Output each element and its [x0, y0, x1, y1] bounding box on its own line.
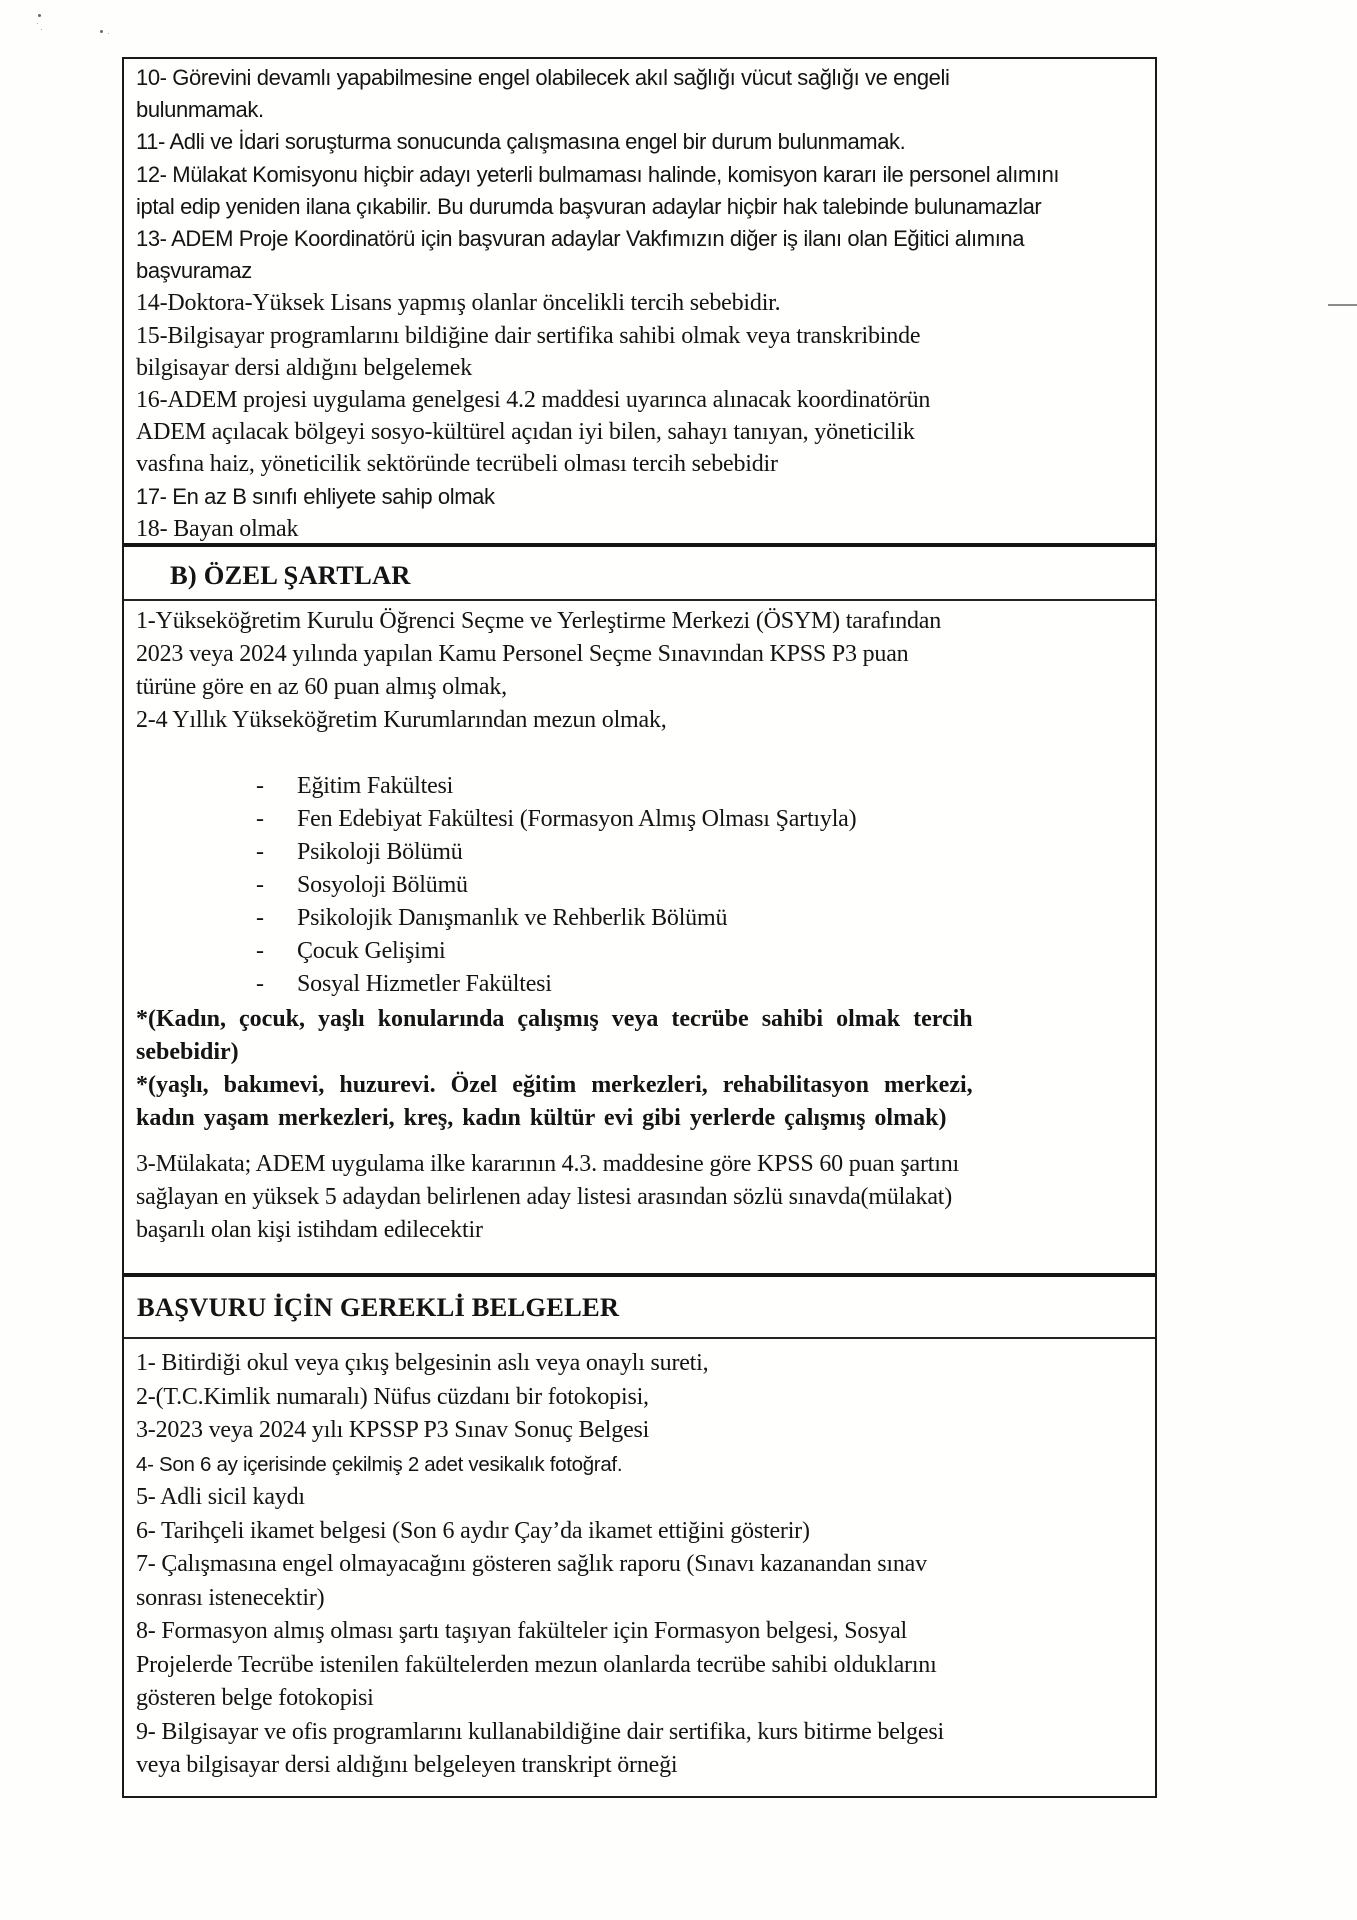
text-line: başarılı olan kişi istihdam edilecektir — [136, 1217, 483, 1243]
faculty-name: Çocuk Gelişimi — [297, 938, 446, 964]
faculty-item — [256, 935, 1143, 968]
special-intro-block — [136, 605, 1143, 737]
text-line: 16-ADEM projesi uygulama genelgesi 4.2 maddesi uyarınca alınacak koordinatörün — [136, 387, 931, 414]
text-line: 3-2023 veya 2024 yılı KPSSP P3 Sınav Sonuç Belgesi — [136, 1417, 650, 1443]
faculty-name: Eğitim Fakültesi — [297, 773, 454, 799]
text-line: Projelerde Tecrübe istenilen fakültelerden mezun olanlarda tecrübe sahibi olduklarını — [136, 1651, 937, 1678]
text-line: 8- Formasyon almış olması şartı taşıyan fakülteler için Formasyon belgesi, Sosyal — [136, 1618, 908, 1644]
text-line: 10- Görevini devamlı yapabilmesine engel olabilecek akıl sağlığı vücut sağlığı ve engeli — [136, 65, 950, 90]
text-line: türüne göre en az 60 puan almış olmak, — [136, 674, 507, 700]
text-line: 2-(T.C.Kimlik numaralı) Nüfus cüzdanı bir fotokopisi, — [136, 1383, 649, 1410]
document-table — [122, 57, 1157, 1798]
faculty-item — [256, 869, 1143, 902]
text-line: 6- Tarihçeli ikamet belgesi (Son 6 aydır Çay’da ikamet ettiğini gösterir) — [136, 1517, 810, 1544]
scan-speck — [100, 30, 103, 33]
text-line: sağlayan en yüksek 5 adaydan belirlenen aday listesi arasından sözlü sınavda(mülakat) — [136, 1184, 953, 1210]
bullet-dash: - — [256, 938, 264, 964]
text-line: *(Kadın, çocuk, yaşlı konularında çalışmış veya tecrübe sahibi olmak tercih — [136, 1006, 973, 1032]
bullet-dash: - — [256, 773, 264, 799]
faculty-name: Psikolojik Danışmanlık ve Rehberlik Bölümü — [297, 905, 728, 931]
special-conditions-title: B) ÖZEL ŞARTLAR — [170, 560, 411, 590]
text-line: 15-Bilgisayar programlarını bildiğine dair sertifika sahibi olmak veya transkribinde — [136, 322, 921, 349]
text-line: 12- Mülakat Komisyonu hiçbir adayı yeterli bulmaması halinde, komisyon kararı ile personel alımını — [136, 161, 1060, 187]
bullet-dash: - — [256, 872, 264, 898]
faculty-name: Sosyoloji Bölümü — [297, 872, 468, 898]
bullet-dash: - — [256, 971, 264, 997]
bullet-dash: - — [256, 839, 264, 865]
text-line: başvuramaz — [136, 258, 252, 284]
text-line: 18- Bayan olmak — [136, 515, 299, 542]
required-documents-header-row — [124, 1273, 1155, 1339]
text-line: 9- Bilgisayar ve ofis programlarını kullanabildiğine dair sertifika, kurs bitirme belgesi — [136, 1718, 944, 1745]
text-line: bulunmamak. — [136, 97, 264, 123]
faculty-name: Fen Edebiyat Fakültesi (Formasyon Almış Olması Şartıyla) — [297, 806, 857, 832]
preference-notes-block — [136, 1003, 1143, 1135]
faculty-name: Psikoloji Bölümü — [297, 839, 463, 865]
faculty-item — [256, 968, 1143, 1001]
text-line: veya bilgisayar dersi aldığını belgeleyen transkript örneği — [136, 1752, 678, 1778]
special-conditions-section — [124, 601, 1155, 1273]
faculty-item — [256, 770, 1143, 803]
faculty-item — [256, 902, 1143, 935]
text-line: 5- Adli sicil kaydı — [136, 1484, 305, 1510]
special-conditions-header-row — [124, 543, 1155, 601]
text-line: 1- Bitirdiği okul veya çıkış belgesinin aslı veya onaylı sureti, — [136, 1350, 709, 1376]
text-line: 14-Doktora-Yüksek Lisans yapmış olanlar öncelikli tercih sebebidir. — [136, 290, 781, 317]
text-line: kadın yaşam merkezleri, kreş, kadın kültür evi gibi yerlerde çalışmış olmak) — [136, 1105, 947, 1131]
faculty-name: Sosyal Hizmetler Fakültesi — [297, 971, 552, 997]
text-line: vasfına haiz, yöneticilik sektöründe tecrübeli olması tercih sebebidir — [136, 451, 778, 478]
general-requirements-section — [124, 59, 1155, 543]
interview-clause-block — [136, 1148, 1143, 1247]
bullet-dash: - — [256, 905, 264, 931]
bullet-dash: - — [256, 806, 264, 832]
text-line: 3-Mülakata; ADEM uygulama ilke kararının 4.3. maddesine göre KPSS 60 puan şartını — [136, 1151, 959, 1177]
text-line: gösteren belge fotokopisi — [136, 1685, 374, 1711]
margin-dash-artifact — [1328, 304, 1357, 306]
faculty-item — [256, 803, 1143, 836]
text-line: 2-4 Yıllık Yükseköğretim Kurumlarından mezun olmak, — [136, 707, 667, 733]
text-line: sebebidir) — [136, 1039, 239, 1065]
scan-speck — [38, 14, 41, 17]
text-line: sonrası istenecektir) — [136, 1584, 325, 1611]
text-line: 17- En az B sınıfı ehliyete sahip olmak — [136, 483, 495, 509]
faculty-item — [256, 836, 1143, 869]
text-line: bilgisayar dersi aldığını belgelemek — [136, 354, 473, 381]
required-documents-section — [124, 1339, 1155, 1792]
text-line: 2023 veya 2024 yılında yapılan Kamu Personel Seçme Sınavından KPSS P3 puan — [136, 641, 909, 667]
required-documents-title: BAŞVURU İÇİN GEREKLİ BELGELER — [137, 1292, 620, 1322]
text-line: 13- ADEM Proje Koordinatörü için başvuran adaylar Vakfımızın diğer iş ilanı olan Eğitici alımına — [136, 226, 1025, 252]
text-line: 4- Son 6 ay içerisinde çekilmiş 2 adet vesikalık fotoğraf. — [136, 1452, 623, 1476]
text-line: 7- Çalışmasına engel olmayacağını gösteren sağlık raporu (Sınavı kazanandan sınav — [136, 1551, 927, 1577]
text-line: ADEM açılacak bölgeyi sosyo-kültürel açıdan iyi bilen, sahayı tanıyan, yöneticilik — [136, 419, 915, 446]
text-line: iptal edip yeniden ilana çıkabilir. Bu durumda başvuran adaylar hiçbir hak talebinde bulunamazlar — [136, 193, 1042, 219]
text-line: *(yaşlı, bakımevi, huzurevi. Özel eğitim merkezleri, rehabilitasyon merkezi, — [136, 1072, 973, 1098]
faculty-list — [136, 770, 1143, 1001]
text-line: 1-Yükseköğretim Kurulu Öğrenci Seçme ve Yerleştirme Merkezi (ÖSYM) tarafından — [136, 608, 942, 634]
text-line: 11- Adli ve İdari soruşturma sonucunda çalışmasına engel bir durum bulunmamak. — [136, 129, 906, 155]
